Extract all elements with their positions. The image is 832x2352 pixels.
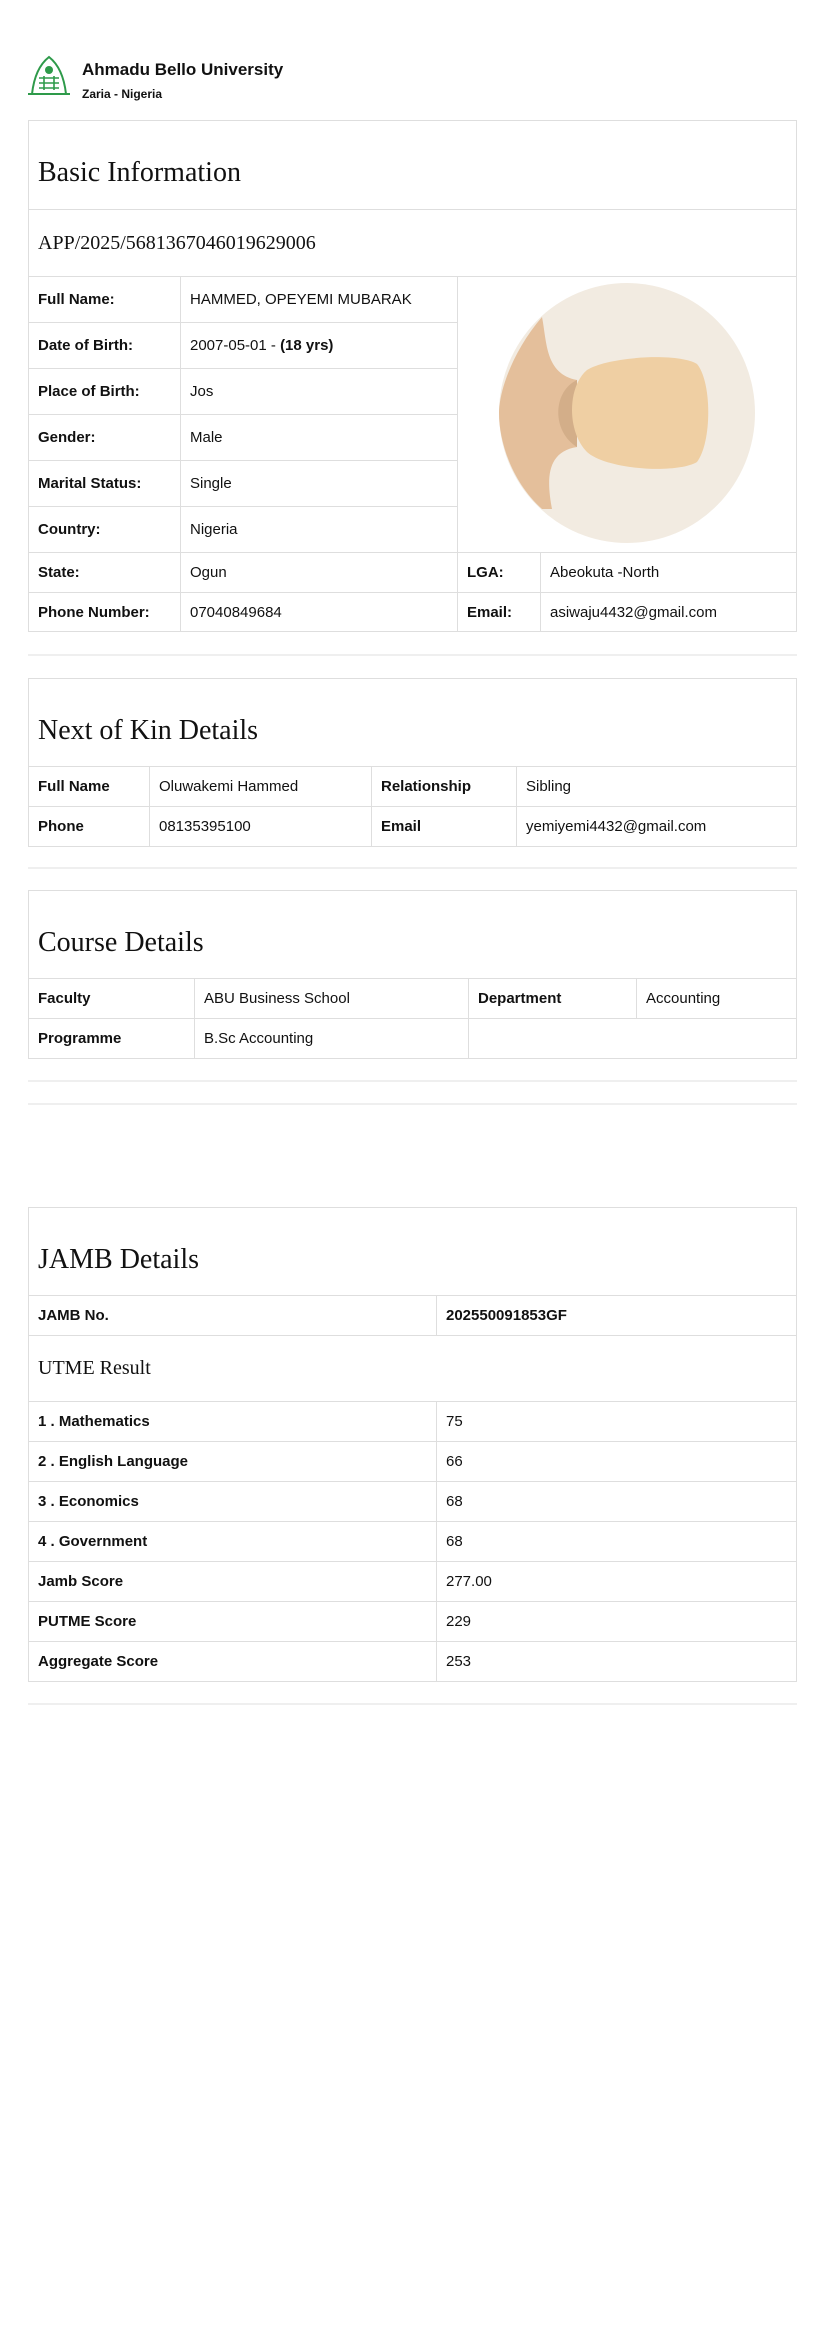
- field-value: [181, 323, 458, 369]
- field-value: Nigeria: [181, 507, 458, 553]
- field-value: B.Sc Accounting: [195, 1019, 469, 1059]
- dob-value: 2007-05-01 -: [190, 337, 281, 354]
- score-value: 68: [437, 1482, 797, 1522]
- university-name: Ahmadu Bello University: [82, 60, 284, 79]
- field-value: Male: [181, 415, 458, 461]
- field-label: Faculty: [29, 979, 195, 1019]
- section-title: Next of Kin Details: [29, 679, 797, 767]
- field-value: 07040849684: [181, 593, 458, 632]
- field-value: Accounting: [637, 979, 797, 1019]
- field-label: Relationship: [372, 767, 517, 807]
- field-label: Gender:: [29, 415, 181, 461]
- score-label: Jamb Score: [29, 1562, 437, 1602]
- utme-result-title: UTME Result: [29, 1336, 797, 1402]
- avatar-placeholder-icon: [497, 282, 757, 544]
- field-value: ABU Business School: [195, 979, 469, 1019]
- field-value: Single: [181, 461, 458, 507]
- field-value: asiwaju4432@gmail.com: [541, 593, 797, 632]
- field-value: Oluwakemi Hammed: [150, 767, 372, 807]
- field-value: Sibling: [517, 767, 797, 807]
- field-value: Ogun: [181, 553, 458, 593]
- basic-information-card: [28, 120, 797, 632]
- field-label: Full Name:: [29, 277, 181, 323]
- field-value: HAMMED, OPEYEMI MUBARAK: [181, 277, 458, 323]
- passport-photo: [458, 277, 797, 553]
- score-value: 253: [437, 1642, 797, 1682]
- score-value: 66: [437, 1442, 797, 1482]
- divider: [28, 1080, 797, 1082]
- field-label: Department: [469, 979, 637, 1019]
- score-label: Aggregate Score: [29, 1642, 437, 1682]
- jamb-number: 202550091853GF: [437, 1296, 797, 1336]
- field-label: Email: [372, 807, 517, 847]
- score-value: 68: [437, 1522, 797, 1562]
- divider: [28, 654, 797, 656]
- next-of-kin-card: [28, 678, 797, 847]
- field-value: 08135395100: [150, 807, 372, 847]
- field-label: JAMB No.: [29, 1296, 437, 1336]
- age-value: (18 yrs): [280, 337, 334, 354]
- section-title: JAMB Details: [29, 1208, 797, 1296]
- field-label: Phone Number:: [29, 593, 181, 632]
- field-value: Abeokuta -North: [541, 553, 797, 593]
- university-logo-icon: [26, 54, 72, 100]
- field-label: Full Name: [29, 767, 150, 807]
- divider: [28, 867, 797, 869]
- subject-label: 3 . Economics: [29, 1482, 437, 1522]
- subject-label: 2 . English Language: [29, 1442, 437, 1482]
- subject-label: 4 . Government: [29, 1522, 437, 1562]
- field-label: Country:: [29, 507, 181, 553]
- field-label: Date of Birth:: [29, 323, 181, 369]
- field-label: LGA:: [458, 553, 541, 593]
- field-label: Email:: [458, 593, 541, 632]
- field-value: Jos: [181, 369, 458, 415]
- field-label: Programme: [29, 1019, 195, 1059]
- application-number: APP/2025/5681367046019629006: [29, 210, 797, 277]
- university-location: Zaria - Nigeria: [82, 87, 163, 101]
- score-value: 277.00: [437, 1562, 797, 1602]
- subject-label: 1 . Mathematics: [29, 1402, 437, 1442]
- score-label: PUTME Score: [29, 1602, 437, 1642]
- field-label: Phone: [29, 807, 150, 847]
- field-label: Marital Status:: [29, 461, 181, 507]
- jamb-details-card: [28, 1207, 797, 1682]
- divider: [28, 1103, 797, 1105]
- empty-cell: [469, 1019, 797, 1059]
- section-title: Course Details: [29, 891, 797, 979]
- course-details-card: [28, 890, 797, 1059]
- score-value: 229: [437, 1602, 797, 1642]
- score-value: 75: [437, 1402, 797, 1442]
- field-label: Place of Birth:: [29, 369, 181, 415]
- field-value: yemiyemi4432@gmail.com: [517, 807, 797, 847]
- field-label: State:: [29, 553, 181, 593]
- divider: [28, 1703, 797, 1705]
- section-title: Basic Information: [29, 121, 797, 210]
